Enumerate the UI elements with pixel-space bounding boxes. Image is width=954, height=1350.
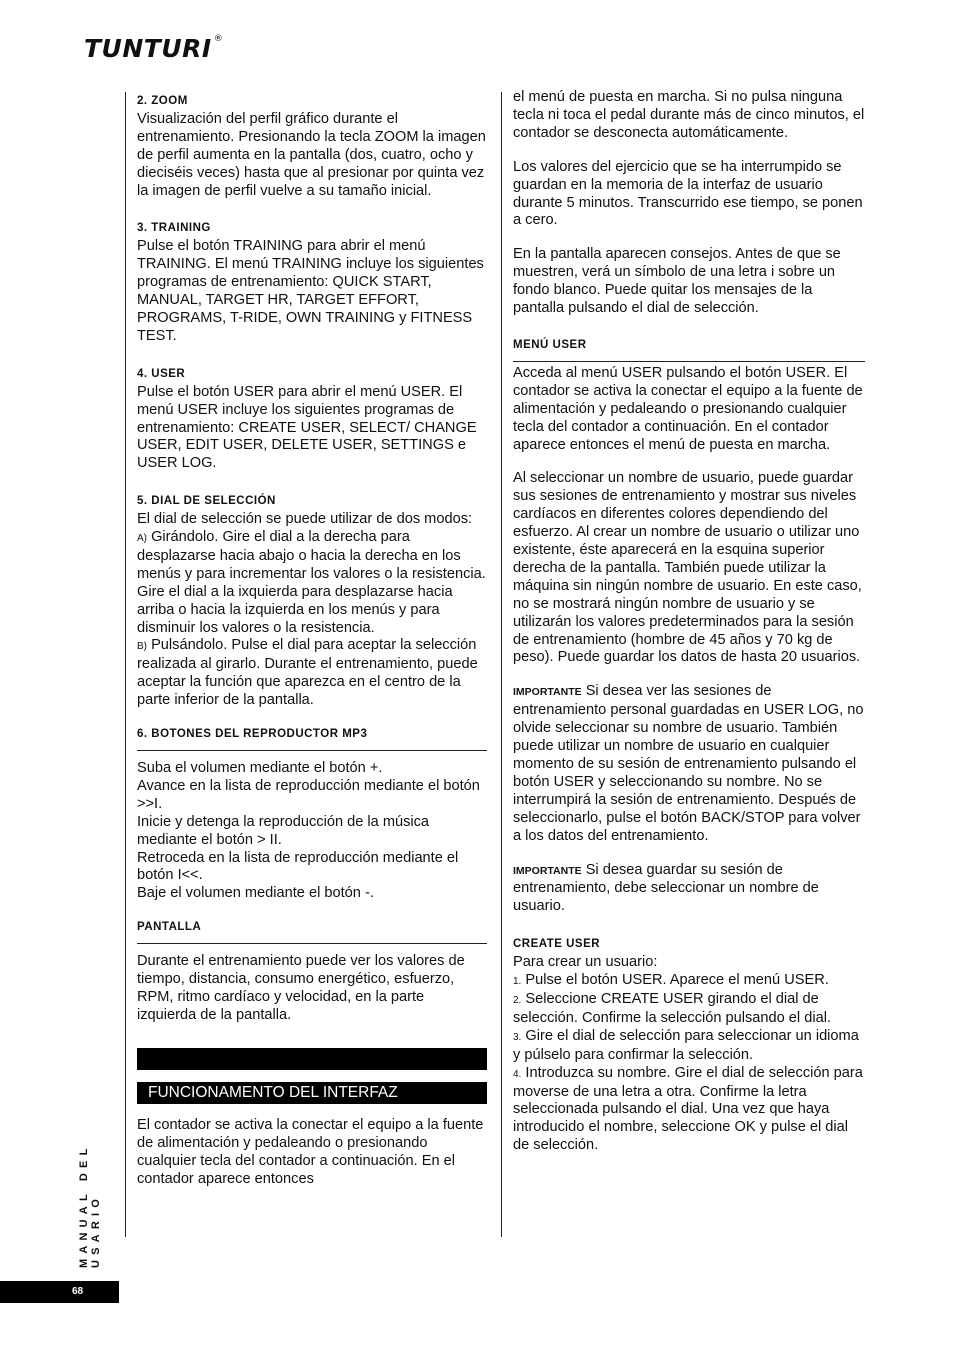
section-black-bar bbox=[137, 1048, 487, 1070]
right-paragraph-2: Los valores del ejercicio que se ha interrumpido se guardan en la memoria de la interfaz de usuario durante 5 minutos. Transcurrido ese tiempo, se ponen a cero. bbox=[513, 158, 863, 229]
brand-logo: TUNTURI ® bbox=[84, 34, 224, 63]
right-paragraph-3: En la pantalla aparecen consejos. Antes de que se muestren, verá un símbolo de una letra i sobre un fondo blanco. Puede quitar los mensajes de la pantalla pulsando el dial de selección. bbox=[513, 246, 841, 317]
pantalla-paragraph: Durante el entrenamiento puede ver los valores de tiempo, distancia, consumo energético, esfuerzo, RPM, ritmo cardíaco y velocidad, en la parte izquierda de la pantalla. bbox=[137, 953, 465, 1023]
side-manual-label: MANUAL DEL USARIO bbox=[78, 1143, 102, 1268]
mp3-line: Suba el volumen mediante el botón +. bbox=[137, 760, 383, 776]
dial-heading: 5. DIAL DE SELECCIÓN bbox=[137, 495, 276, 508]
right-column bbox=[513, 89, 865, 1155]
dial-paragraph: El dial de selección se puede utilizar de dos modos: bbox=[137, 511, 473, 528]
page-number: 68 bbox=[72, 1286, 84, 1297]
important-note-1: IMPORTANTE Si desea ver las sesiones de entrenamiento personal guardadas en USER LOG, no olvide seleccionar su nombre de usuario. También puede utilizar un nombre de usuario en cualquier momento de su sesión de entrenamiento pulsando el botón USER y seleccionando su nombre. No se interrumpirá la sesión de entrenamiento. Después de seleccionarlo, pulse el botón BACK/STOP para volver a los datos del entrenamiento. bbox=[513, 683, 864, 844]
pantalla-heading: PANTALLA bbox=[137, 919, 487, 944]
important-note-2: IMPORTANTE Si desea guardar su sesión de entrenamiento, debe seleccionar un nombre de usuario. bbox=[513, 861, 819, 915]
center-column-rule bbox=[501, 92, 502, 1237]
dial-mode-a: A) Girándolo. Gire el dial a la derecha para desplazarse hacia abajo o hacia la derecha en los menús y para incrementar los valores o la resistencia. Gire el dial a la ixquierda para desplazarse hacia arriba o hacia la izquierda en los menús y para disminuir los valores o la resistencia. bbox=[137, 529, 486, 636]
mp3-line: Baje el volumen mediante el botón -. bbox=[137, 885, 374, 902]
create-user-step: 2. Seleccione CREATE USER girando el dial de selección. Confirme la selección pulsando el dial. bbox=[513, 990, 831, 1026]
create-user-step: 3. Gire el dial de selección para seleccionar un idioma y púlselo para confirmar la selección. bbox=[513, 1027, 859, 1063]
func-paragraph: El contador se activa la conectar el equipo a la fuente de alimentación y pedaleando o presionando cualquier tecla del contador a continuación. En el contador aparece entonces bbox=[137, 1116, 484, 1187]
create-user-intro: Para crear un usuario: bbox=[513, 954, 658, 971]
dial-mode-b: B) Pulsándolo. Pulse el dial para aceptar la selección realizada al girarlo. Durante el entrenamiento, puede aceptar la función que aparezca en el centro de la parte inferior de la pantalla. bbox=[137, 637, 478, 709]
mp3-heading: 6. BOTONES DEL REPRODUCTOR MP3 bbox=[137, 726, 487, 751]
menu-user-heading: MENÚ USER bbox=[513, 337, 865, 362]
left-column bbox=[137, 92, 487, 1188]
create-user-step: 1. Pulse el botón USER. Aparece el menú USER. bbox=[513, 972, 829, 989]
right-paragraph-5: Al seleccionar un nombre de usuario, puede guardar sus sesiones de entrenamiento y mostrar sus niveles cardíacos en diferentes colores dependiendo del esfuerzo. Al crear un nombre de usuario o utilizar uno existente, éste aparecerá en la esquina superior derecha de la pantalla. También puede utilizar la máquina sin ningún nombre de usuario. En este caso, no se mostrará ningún nombre de usuario y se utilizarán los valores predeterminados para la sesión de entrenamiento (hombre de 45 años y 70 kg de peso). Puede guardar los datos de hasta 20 usuarios. bbox=[513, 470, 862, 666]
section-title-bar: FUNCIONAMENTO DEL INTERFAZ bbox=[137, 1082, 487, 1104]
mp3-line: Retroceda en la lista de reproducción mediante el botón I<<. bbox=[137, 849, 459, 884]
mp3-line: Avance en la lista de reproducción mediante el botón >>I. bbox=[137, 777, 480, 812]
zoom-paragraph: Visualización del perfil gráfico durante el entrenamiento. Presionando la tecla ZOOM la imagen de perfil aumenta en la pantalla (dos, cuatro, ocho y dieciséis veces) hasta que al presionar por quinta vez la imagen de perfil vuelve a su tamaño inicial. bbox=[137, 110, 486, 199]
mp3-line: Inicie y detenga la reproducción de la música mediante el botón > II. bbox=[137, 813, 430, 848]
user-paragraph: Pulse el botón USER para abrir el menú USER. El menú USER incluye los siguientes programas de entrenamiento: CREATE USER, SELECT/ CHANGE USER, EDIT USER, DELETE USER, SETTINGS e USER LOG. bbox=[137, 383, 477, 472]
create-user-heading: CREATE USER bbox=[513, 938, 601, 951]
right-paragraph-1: el menú de puesta en marcha. Si no pulsa ninguna tecla ni toca el pedal durante más de cinco minutos, el contador se desconecta automáticamente. bbox=[513, 89, 865, 141]
training-paragraph: Pulse el botón TRAINING para abrir el menú TRAINING. El menú TRAINING incluye los siguientes programas de entrenamiento: QUICK START, MANUAL, TARGET HR, TARGET EFFORT, PROGRAMS, T-RIDE, OWN TRAINING y FITNESS TEST. bbox=[137, 238, 484, 344]
create-user-step: 4. Introduzca su nombre. Gire el dial de selección para moverse de una letra a otra. Confirme la letra seleccionada pulsando el dial. Una vez que haya introducido el nombre, seleccione OK y pulse el dial de selección. bbox=[513, 1064, 863, 1154]
user-heading: 4. USER bbox=[137, 367, 186, 380]
zoom-heading: 2. ZOOM bbox=[137, 95, 188, 107]
left-column-rule bbox=[125, 92, 126, 1237]
page-number-box bbox=[0, 1281, 119, 1303]
right-paragraph-4: Acceda al menú USER pulsando el botón USER. El contador se activa la conectar el equipo a la fuente de alimentación y pedaleando o presionando cualquier tecla del contador a continuación. En el contador aparece entonces el menú de puesta en marcha. bbox=[513, 364, 863, 453]
training-heading: 3. TRAINING bbox=[137, 222, 211, 235]
